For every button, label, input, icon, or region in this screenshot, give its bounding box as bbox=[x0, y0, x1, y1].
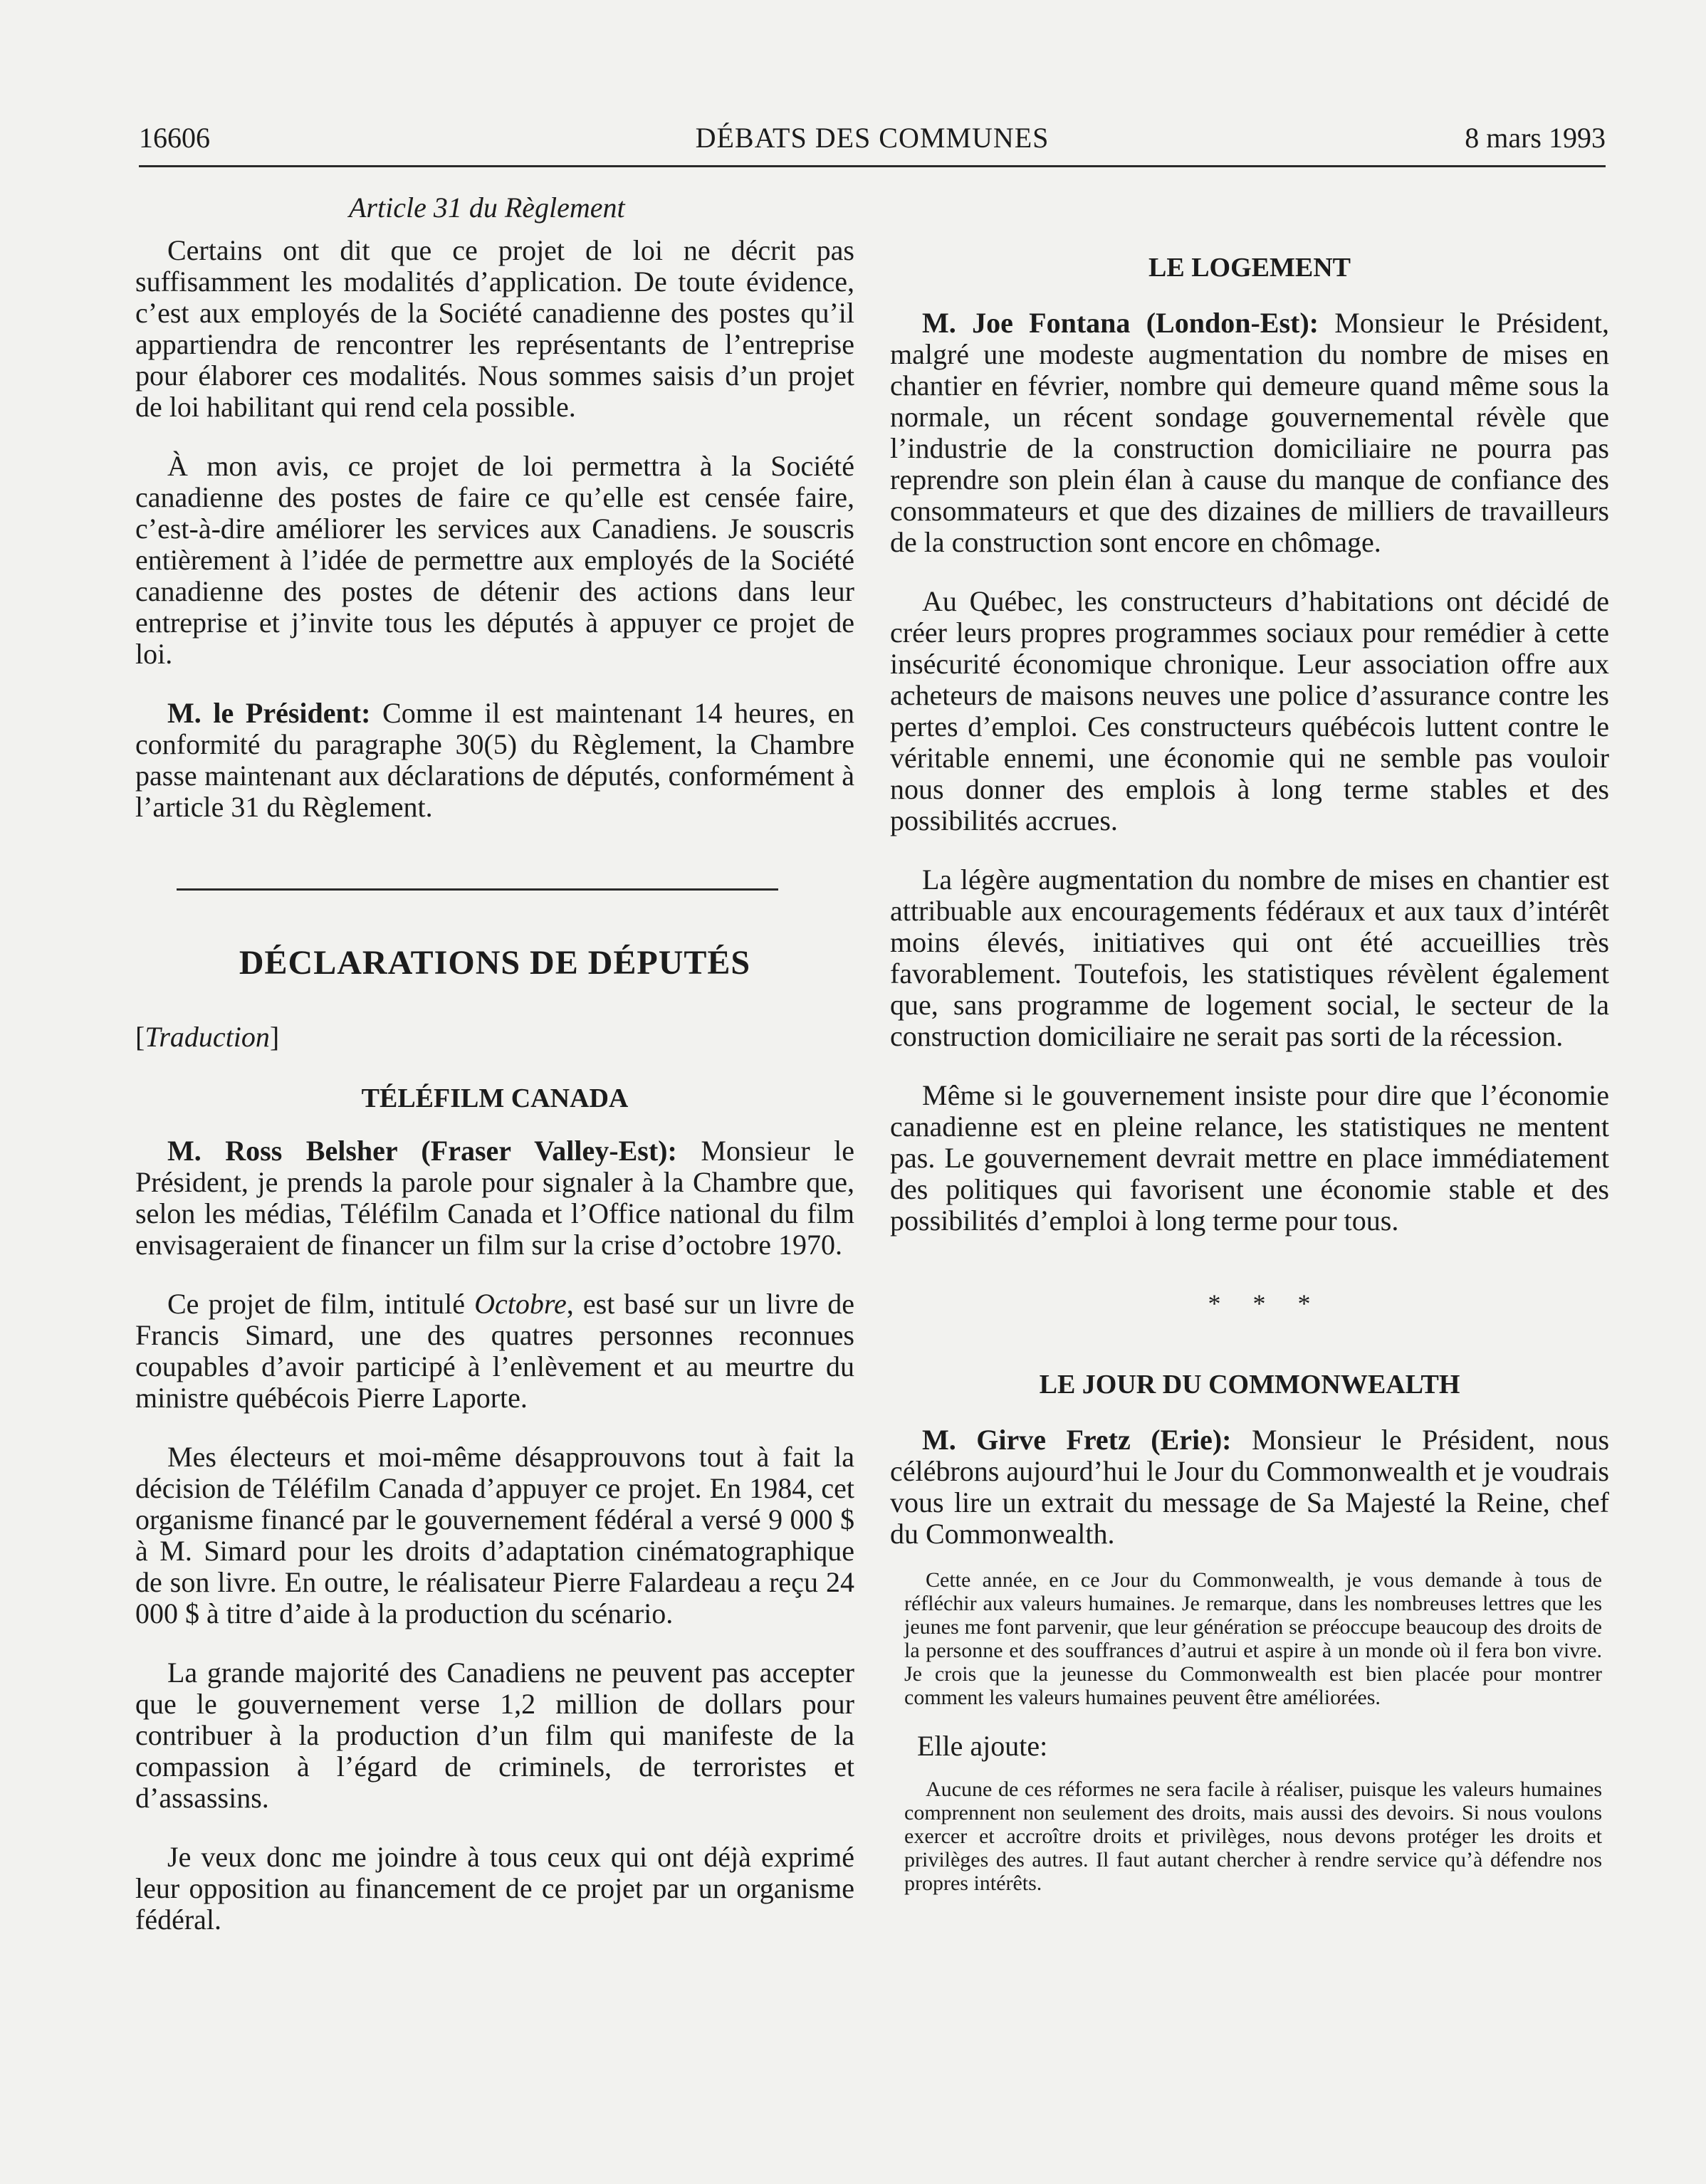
film-title: Octobre bbox=[474, 1288, 567, 1320]
translation-word: Traduction bbox=[145, 1021, 270, 1053]
section-title: DÉCLARATIONS DE DÉPUTÉS bbox=[239, 944, 751, 982]
paragraph bbox=[135, 1288, 854, 1414]
left-column bbox=[135, 192, 854, 1936]
page-date: 8 mars 1993 bbox=[1465, 122, 1606, 154]
bracket: [ bbox=[135, 1021, 145, 1053]
speaker-name: M. Joe Fontana (London-Est): bbox=[922, 307, 1319, 339]
subsection-heading: LE JOUR DU COMMONWEALTH bbox=[1039, 1370, 1460, 1400]
page-number: 16606 bbox=[139, 122, 210, 154]
statement bbox=[890, 308, 1609, 558]
speaker-name: M. Girve Fretz (Erie): bbox=[922, 1424, 1232, 1456]
statement bbox=[135, 1135, 854, 1261]
page-header bbox=[139, 121, 1606, 167]
block-quote: Cette année, en ce Jour du Commonwealth, je vous demande à tous de réfléchir aux valeurs humaines. Je remarque, dans les nombreuses lettres que les jeunes me font parvenir, que leur génération se préoccupe beaucoup des droits de la personne et des souffrances d’autrui et aspire à un monde où il fera bon vivre. Je crois que la jeunesse du Commonwealth est bien placée pour montrer comment les valeurs humaines peuvent être améliorées. bbox=[904, 1568, 1602, 1709]
section-separator: * * * bbox=[1208, 1289, 1324, 1318]
paragraph: Même si le gouvernement insiste pour dire que l’économie canadienne est en pleine relance, les statistiques ne mentent pas. Le gouvernement devrait mettre en place immédiatement des politiques qui favorisent une économie stable et des possibilités d’emploi à long terme pour tous. bbox=[890, 1079, 1609, 1237]
publication-title: DÉBATS DES COMMUNES bbox=[695, 122, 1050, 154]
statement-text: Comme il est maintenant 14 heures, en conformité du paragraphe 30(5) du Règlement, la Chambre passe maintenant aux déclarations de députés, conformément à l’article 31 du Règlement. bbox=[135, 697, 854, 823]
statement-text: Monsieur le Président, nous célébrons aujourd’hui le Jour du Commonwealth et je voudrais vous lire un extrait du message de Sa Majesté la Reine, chef du Commonwealth. bbox=[890, 1424, 1610, 1550]
paragraph: La grande majorité des Canadiens ne peuvent pas accepter que le gouvernement verse 1,2 million de dollars pour contribuer à la production d’un film qui manifeste de la compassion à l’égard de criminels, de terroristes et d’assassins. bbox=[135, 1657, 854, 1814]
text-run: , est basé sur un livre de Francis Simard, une des quatres personnes reconnues coupables d’avoir participé à l’enlèvement et au meurtre du ministre québécois Pierre Laporte. bbox=[135, 1288, 855, 1414]
president-statement bbox=[135, 698, 854, 823]
right-column bbox=[890, 192, 1609, 1895]
subsection-heading: LE LOGEMENT bbox=[1148, 253, 1351, 283]
quote-intro: Elle ajoute: bbox=[917, 1730, 1048, 1762]
text-run: Ce projet de film, intitulé bbox=[167, 1288, 475, 1320]
statement bbox=[890, 1424, 1609, 1550]
block-quote: Aucune de ces réformes ne sera facile à réaliser, puisque les valeurs humaines comprennent non seulement des droits, mais aussi des devoirs. Si nous voulons exercer et accroître droits et privilèges, nous devons protéger les droits et privilèges des autres. Il faut autant chercher à rendre service qu’à défendre nos propres intérêts. bbox=[904, 1778, 1602, 1895]
bracket: ] bbox=[269, 1021, 280, 1053]
speaker-name: M. Ross Belsher (Fraser Valley-Est): bbox=[167, 1135, 677, 1167]
speaker-name: M. le Président: bbox=[167, 697, 371, 729]
paragraph: Mes électeurs et moi-même désapprouvons tout à fait la décision de Téléfilm Canada d’appuyer ce projet. En 1984, cet organisme financé par le gouvernement fédéral a versé 9 000 $ à M. Simard pour les droits d’adaptation cinématographique de son livre. En outre, le réalisateur Pierre Falardeau a reçu 24 000 $ à titre d’aide à la production du scénario. bbox=[135, 1441, 854, 1629]
paragraph: Au Québec, les constructeurs d’habitations ont décidé de créer leurs propres programmes sociaux pour remédier à cette insécurité économique chronique. Leur association offre aux acheteurs de maisons neuves une police d’assurance contre les pertes d’emploi. Ces constructeurs québécois luttent contre le véritable ennemi, une économie qui ne semble pas vouloir nous donner des emplois à long terme stables et des possibilités accrues. bbox=[890, 585, 1609, 836]
paragraph: À mon avis, ce projet de loi permettra à la Société canadienne des postes de faire ce qu’elle est censée faire, c’est-à-dire améliorer les services aux Canadiens. Je souscris entièrement à l’idée de permettre aux employés de la Société canadienne des postes de détenir des actions dans leur entreprise et j’invite tous les députés à appuyer ce projet de loi. bbox=[135, 450, 854, 670]
section-divider bbox=[177, 888, 778, 891]
statement-text: Monsieur le Président, malgré une modeste augmentation du nombre de mises en chantier en février, nombre qui demeure quand même sous la normale, un récent sondage gouvernemental révèle que l’industrie de la construction domiciliaire ne pourra pas reprendre son plein élan à cause du manque de confiance des consommateurs et que des dizaines de milliers de travailleurs de la construction sont encore en chômage. bbox=[890, 307, 1609, 558]
paragraph: La légère augmentation du nombre de mises en chantier est attribuable aux encouragements fédéraux et aux taux d’intérêt moins élevés, initiatives qui ont été accueillies très favorablement. Toutefois, les statistiques révèlent également que, sans programme de logement social, le secteur de la construction domiciliaire ne serait pas sorti de la récession. bbox=[890, 863, 1609, 1052]
paragraph: Je veux donc me joindre à tous ceux qui ont déjà exprimé leur opposition au financement de ce projet par un organisme fédéral. bbox=[135, 1841, 854, 1936]
paragraph: Certains ont dit que ce projet de loi ne décrit pas suffisamment les modalités d’application. De toute évidence, c’est aux employés de la Société canadienne des postes qu’il appartiendra de rencontrer les représentants de l’entreprise pour élaborer ces modalités. Nous sommes saisis d’un projet de loi habilitant qui rend cela possible. bbox=[135, 234, 854, 423]
translation-note bbox=[135, 1022, 854, 1053]
statement-text: Monsieur le Président, je prends la parole pour signaler à la Chambre que, selon les médias, Téléfilm Canada et l’Office national du film envisageraient de financer un film sur la crise d’octobre 1970. bbox=[135, 1135, 855, 1261]
subsection-heading: TÉLÉFILM CANADA bbox=[361, 1083, 629, 1113]
article-title: Article 31 du Règlement bbox=[349, 191, 625, 224]
